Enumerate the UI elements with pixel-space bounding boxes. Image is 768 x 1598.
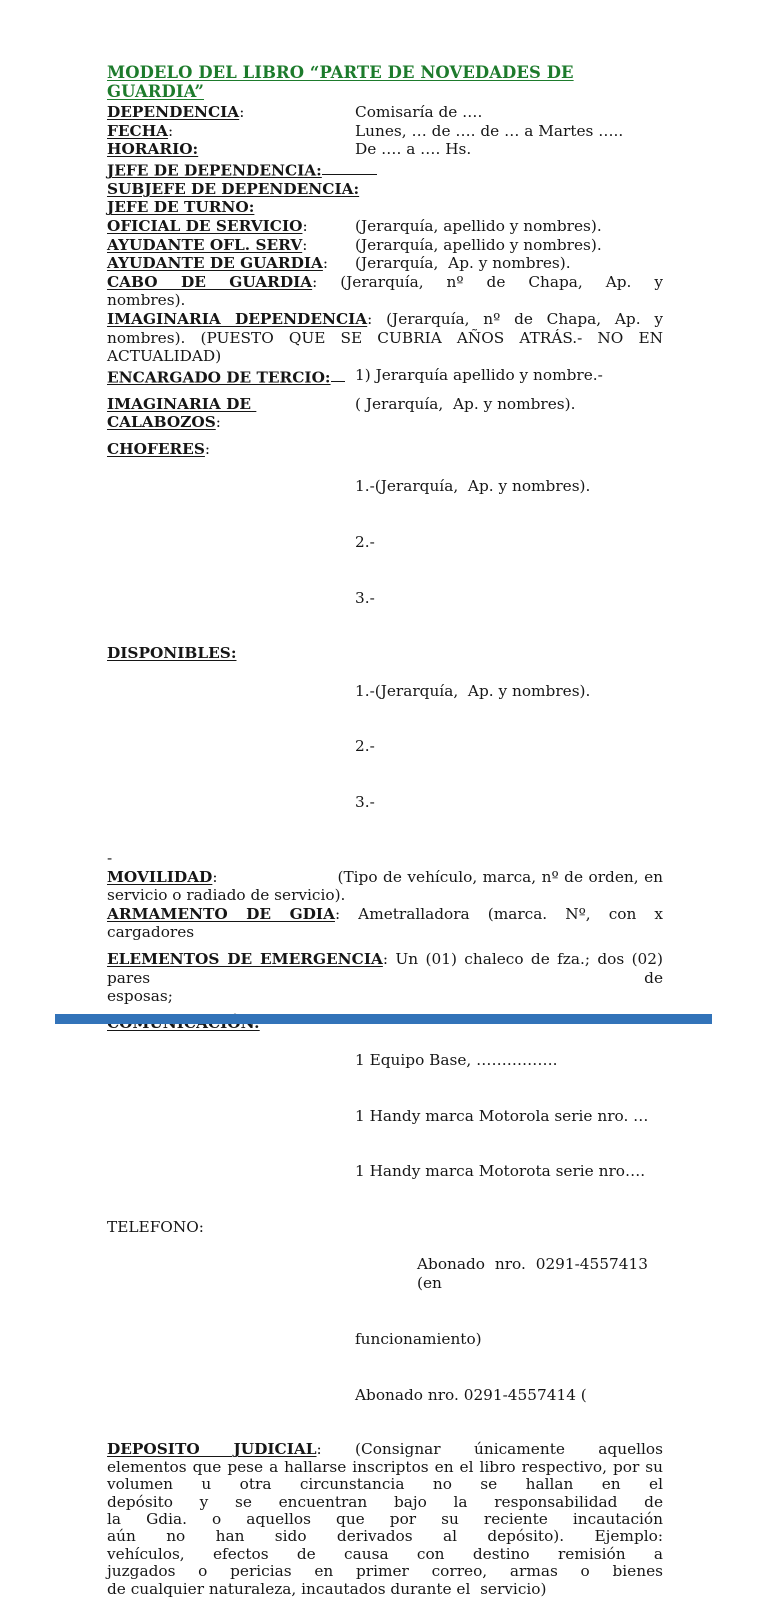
field-imaginaria-dependencia-line1: IMAGINARIA DEPENDENCIA: (Jerarquía, nº de Chapa, Ap. y: [107, 310, 663, 329]
telefono-line-3: Abonado nro. 0291-4557414 (: [355, 1385, 587, 1404]
field-value-ayudante-ofl: (Jerarquía, apellido y nombres).: [355, 235, 602, 254]
field-horario: [107, 140, 663, 159]
field-label-disponibles: DISPONIBLES:: [107, 644, 237, 663]
field-label-oficial-servicio: OFICIAL DE SERVICIO: [107, 217, 303, 236]
deposito-line-8: juzgados o pericias en primer correo, armas o bienes: [107, 1562, 663, 1581]
blank-line: [107, 387, 663, 395]
field-label-choferes: CHOFERES: [107, 439, 205, 458]
blank-line: [107, 942, 663, 950]
disponibles-item-2: 2.-: [355, 737, 375, 756]
field-value-fecha: Lunes, … de …. de … a Martes …..: [355, 121, 624, 140]
field-label-jefe-dependencia: JEFE DE DEPENDENCIA:: [107, 161, 322, 180]
field-label-horario: HORARIO:: [107, 140, 199, 159]
field-fecha: [107, 122, 663, 141]
field-jefe-turno: [107, 198, 663, 217]
stray-dash: -: [107, 848, 113, 867]
field-value-encargado-tercio: 1) Jerarquía apellido y nombre.-: [355, 365, 603, 384]
document-title: MODELO DEL LIBRO “PARTE DE NOVEDADES DE GUARDIA”: [107, 63, 574, 101]
field-value-ayudante-guardia: (Jerarquía, Ap. y nombres).: [355, 254, 571, 273]
deposito-line-5: la Gdia. o aquellos que por su reciente incautación: [107, 1509, 663, 1528]
field-label-dependencia: DEPENDENCIA: [107, 103, 240, 122]
field-label-cabo-guardia: CABO DE GUARDIA: [107, 272, 313, 291]
field-label-jefe-turno: JEFE DE TURNO:: [107, 198, 255, 217]
deposito-line-9: de cualquier naturaleza, incautados durante el servicio): [107, 1579, 547, 1598]
deposito-line-6: aún no han sido derivados al depósito). Ejemplo:: [107, 1527, 663, 1546]
field-value-armamento-line1: Ametralladora (marca. Nº, con x: [358, 904, 663, 923]
field-elementos-line2: esposas;: [107, 987, 173, 1006]
field-label-elementos: ELEMENTOS DE EMERGENCIA: [107, 949, 383, 968]
blank-underline: [331, 366, 345, 382]
field-dependencia: [107, 103, 663, 122]
field-imaginaria-calabozos: IMAGINARIA DE CALABOZOS: ( Jerarquía, Ap. y nombres).: [107, 395, 663, 432]
disponibles-item-3: 3.-: [355, 793, 375, 812]
field-comunicacion: [107, 1014, 663, 1219]
deposito-line-4: depósito y se encuentran bajo la responsabilidad de: [107, 1492, 663, 1511]
deposito-line-7: vehículos, efectos de causa con destino remisión a: [107, 1544, 663, 1563]
deposito-line-1-text: (Consignar únicamente aquellos: [355, 1440, 663, 1459]
blank-underline: [322, 159, 377, 175]
choferes-item-1: 1.-(Jerarquía, Ap. y nombres).: [355, 477, 591, 496]
field-value-imaginaria-line1: (Jerarquía, nº de Chapa, Ap. y: [386, 310, 663, 329]
field-value-movilidad-line1: (Tipo de vehículo, marca, nº de orden, en: [337, 867, 663, 886]
field-armamento-line1: ARMAMENTO DE GDIA: Ametralladora (marca. Nº, con x: [107, 904, 663, 923]
field-label-deposito: DEPOSITO JUDICIAL: [107, 1440, 317, 1459]
comunicacion-item-1: 1 Equipo Base, …………….: [355, 1050, 558, 1069]
blank-line: [107, 1006, 663, 1014]
choferes-item-3: 3.-: [355, 588, 375, 607]
field-imaginaria-dependencia-line3: ACTUALIDAD): [107, 347, 222, 366]
choferes-item-2: 2.-: [355, 532, 375, 551]
deposito-line-3: volumen u otra circunstancia no se hallan en el: [107, 1475, 663, 1494]
field-ayudante-ofl: AYUDANTE OFL. SERV: (Jerarquía, apellido y nombres).: [107, 236, 663, 255]
deposito-line-1: DEPOSITO JUDICIAL: (Consignar únicamente aquellos: [107, 1440, 663, 1459]
field-value-dependencia: Comisaría de ….: [355, 103, 483, 122]
blank-line: [107, 432, 663, 440]
telefono-line-1: Abonado nro. 0291-4557413 (en: [417, 1255, 658, 1292]
field-jefe-dependencia: [107, 159, 663, 180]
field-value-cabo-line1: (Jerarquía, nº de Chapa, Ap. y: [340, 272, 663, 291]
field-oficial-servicio: OFICIAL DE SERVICIO: (Jerarquía, apellido y nombres).: [107, 217, 663, 236]
label-colon: :: [239, 103, 245, 122]
field-disponibles: [107, 644, 663, 849]
field-value-imaginaria-calabozos: ( Jerarquía, Ap. y nombres).: [355, 394, 576, 413]
field-telefono: [107, 1218, 663, 1441]
field-label-encargado-tercio: ENCARGADO DE TERCIO:: [107, 368, 331, 387]
field-label-imaginaria-dependencia: IMAGINARIA DEPENDENCIA: [107, 310, 368, 329]
field-label-telefono: TELEFONO:: [107, 1218, 204, 1237]
field-cabo-guardia-line1: CABO DE GUARDIA: (Jerarquía, nº de Chapa, Ap. y: [107, 272, 663, 291]
field-label-subjefe-dependencia: SUBJEFE DE DEPENDENCIA:: [107, 179, 360, 198]
field-armamento-line2: cargadores: [107, 923, 195, 942]
field-ayudante-guardia: AYUDANTE DE GUARDIA: (Jerarquía, Ap. y nombres).: [107, 254, 663, 273]
field-encargado-tercio: [107, 366, 663, 387]
field-value-elementos-line1: Un (01) chaleco de fza.; dos (02) pares de: [107, 949, 663, 987]
bottom-scroll-bar[interactable]: [55, 1014, 712, 1024]
field-value-oficial-servicio: (Jerarquía, apellido y nombres).: [355, 217, 602, 236]
field-deposito-judicial: [107, 1441, 663, 1598]
field-subjefe-dependencia: [107, 180, 663, 199]
telefono-line-2: funcionamiento): [355, 1329, 482, 1348]
comunicacion-item-2: 1 Handy marca Motorola serie nro. …: [355, 1106, 649, 1125]
field-label-ayudante-guardia: AYUDANTE DE GUARDIA: [107, 254, 323, 273]
field-choferes: CHOFERES: 1.-(Jerarquía, Ap. y nombres). 2.- 3.-: [107, 440, 663, 645]
field-movilidad-line1: MOVILIDAD: (Tipo de vehículo, marca, nº de orden, en: [107, 867, 663, 886]
field-label-imaginaria-calabozos: IMAGINARIA DE CALABOZOS: [107, 394, 257, 432]
deposito-line-2: elementos que pese a hallarse inscriptos en el libro respectivo, por su: [107, 1457, 663, 1476]
field-imaginaria-dependencia-line2: nombres). (PUESTO QUE SE CUBRIA AÑOS ATRÁS.- NO EN: [107, 328, 663, 347]
document-body: [107, 64, 663, 1598]
field-elementos-line1: ELEMENTOS DE EMERGENCIA: Un (01) chaleco de fza.; dos (02) pares de: [107, 949, 663, 987]
field-label-movilidad: MOVILIDAD: [107, 867, 213, 886]
field-movilidad-line2: servicio o radiado de servicio).: [107, 886, 346, 905]
disponibles-item-1: 1.-(Jerarquía, Ap. y nombres).: [355, 681, 591, 700]
label-colon: :: [168, 121, 174, 140]
field-value-horario: De …. a …. Hs.: [355, 140, 472, 159]
field-label-armamento: ARMAMENTO DE GDIA: [107, 904, 335, 923]
field-label-ayudante-ofl: AYUDANTE OFL. SERV: [107, 235, 303, 254]
field-label-fecha: FECHA: [107, 121, 169, 140]
comunicacion-item-3: 1 Handy marca Motorota serie nro….: [355, 1162, 646, 1181]
field-cabo-guardia-line2: nombres).: [107, 291, 186, 310]
